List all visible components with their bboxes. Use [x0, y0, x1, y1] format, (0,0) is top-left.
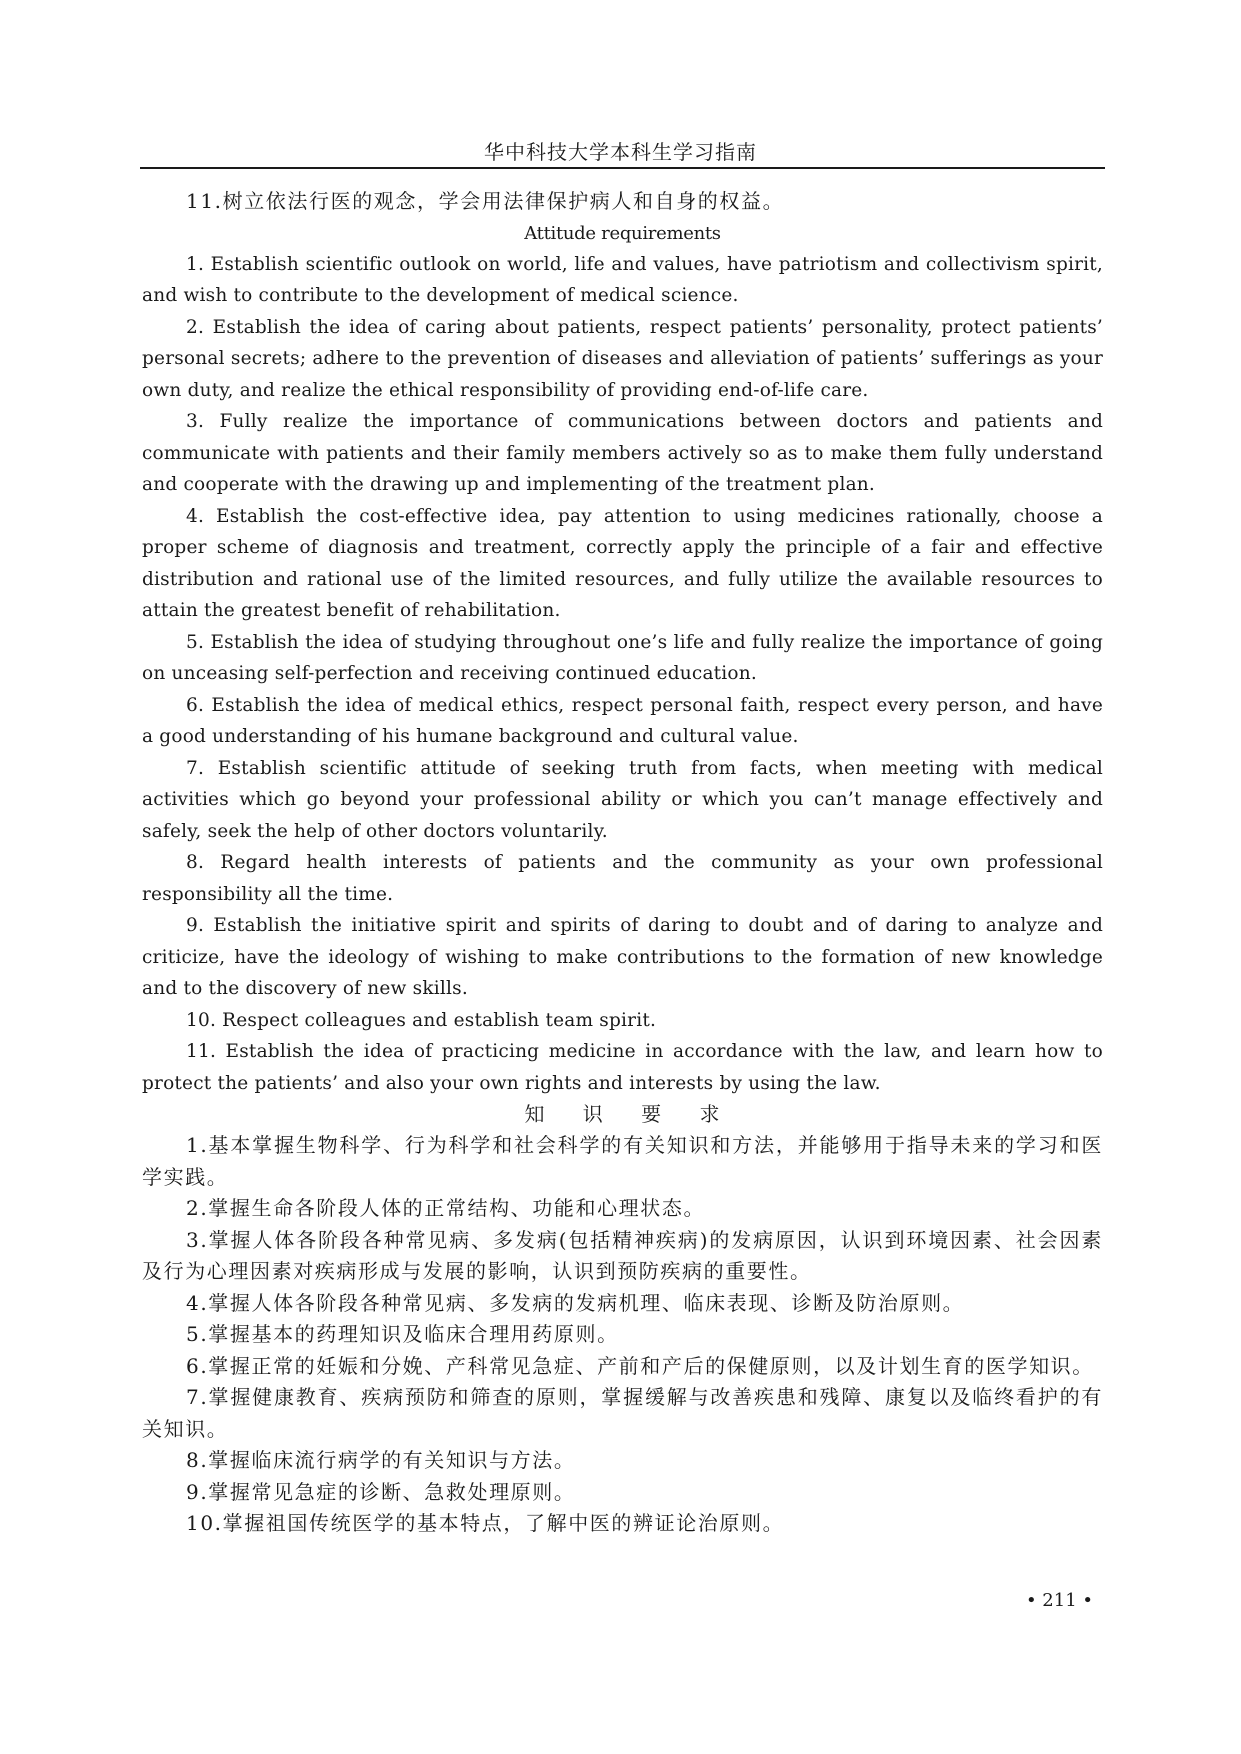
knowledge-item: 4.掌握人体各阶段各种常见病、多发病的发病机理、临床表现、诊断及防治原则。	[186, 1290, 965, 1315]
knowledge-item: 6.掌握正常的妊娠和分娩、产科常见急症、产前和产后的保健原则，以及计划生育的医学知识。	[186, 1353, 1094, 1378]
attitude-heading: Attitude requirements	[524, 222, 721, 244]
intro-item: 11.树立依法行医的观念，学会用法律保护病人和自身的权益。	[186, 189, 785, 213]
attitude-item: 11. Establish the idea of practicing medicine in accordance with the law, and learn how to protect the patients’ and also your own rights and interests by using the law.	[142, 1041, 1103, 1094]
attitude-list	[142, 249, 1103, 1100]
running-header-title: 华中科技大学本科生学习指南	[484, 140, 757, 164]
attitude-item: 8. Regard health interests of patients and the community as your own professional responsibility all the time.	[142, 852, 1103, 905]
knowledge-item: 9.掌握常见急症的诊断、急救处理原则。	[186, 1479, 576, 1504]
attitude-item: 4. Establish the cost-effective idea, pay attention to using medicines rationally, choose a proper scheme of diagnosis and treatment, correctly apply the principle of a fair and effective distribution and rational use of the limited resources, and fully utilize the available resources to attain the greatest benefit of rehabilitation.	[142, 505, 1103, 621]
attitude-item: 2. Establish the idea of caring about patients, respect patients’ personality, protect patients’ personal secrets; adhere to the prevention of diseases and alleviation of patients’ sufferings as your own duty, and realize the ethical responsibility of providing end-of-life care.	[142, 316, 1103, 401]
attitude-item: 6. Establish the idea of medical ethics, respect personal faith, respect every person, and have a good understanding of his humane background and cultural value.	[142, 694, 1103, 747]
knowledge-item: 2.掌握生命各阶段人体的正常结构、功能和心理状态。	[186, 1196, 706, 1220]
knowledge-item: 1.基本掌握生物科学、行为科学和社会科学的有关知识和方法，并能够用于指导未来的学习和医学实践。	[142, 1133, 1103, 1189]
knowledge-list	[142, 1130, 1103, 1540]
attitude-item: 3. Fully realize the importance of communications between doctors and patients and communicate with patients and their family members actively so as to make them fully understand and cooperate with the drawing up and implementing of the treatment plan.	[142, 411, 1103, 495]
page-body	[142, 186, 1103, 1540]
attitude-item: 5. Establish the idea of studying throughout one’s life and fully realize the importance of going on unceasing self-perfection and receiving continued education.	[142, 631, 1103, 684]
knowledge-item: 3.掌握人体各阶段各种常见病、多发病(包括精神疾病)的发病原因，认识到环境因素、社会因素及行为心理因素对疾病形成与发展的影响，认识到预防疾病的重要性。	[142, 1227, 1103, 1283]
header-divider	[140, 167, 1105, 169]
attitude-item: 1. Establish scientific outlook on world, life and values, have patriotism and collectivism spirit, and wish to contribute to the development of medical science.	[142, 253, 1103, 306]
page-number: • 211 •	[1025, 1590, 1093, 1611]
knowledge-heading: 知 识 要 求	[524, 1102, 721, 1126]
attitude-item: 10. Respect colleagues and establish team spirit.	[186, 1009, 657, 1031]
knowledge-item: 10.掌握祖国传统医学的基本特点，了解中医的辨证论治原则。	[186, 1511, 785, 1535]
knowledge-item: 7.掌握健康教育、疾病预防和筛查的原则，掌握缓解与改善疾患和残障、康复以及临终看护的有关知识。	[142, 1385, 1103, 1441]
knowledge-item: 8.掌握临床流行病学的有关知识与方法。	[186, 1448, 576, 1472]
knowledge-item: 5.掌握基本的药理知识及临床合理用药原则。	[186, 1322, 619, 1346]
attitude-item: 7. Establish scientific attitude of seeking truth from facts, when meeting with medical activities which go beyond your professional ability or which you can’t manage effectively and safely, seek the help of other doctors voluntarily.	[142, 757, 1103, 842]
attitude-item: 9. Establish the initiative spirit and spirits of daring to doubt and of daring to analyze and criticize, have the ideology of wishing to make contributions to the formation of new knowledge and to the discovery of new skills.	[142, 915, 1103, 999]
